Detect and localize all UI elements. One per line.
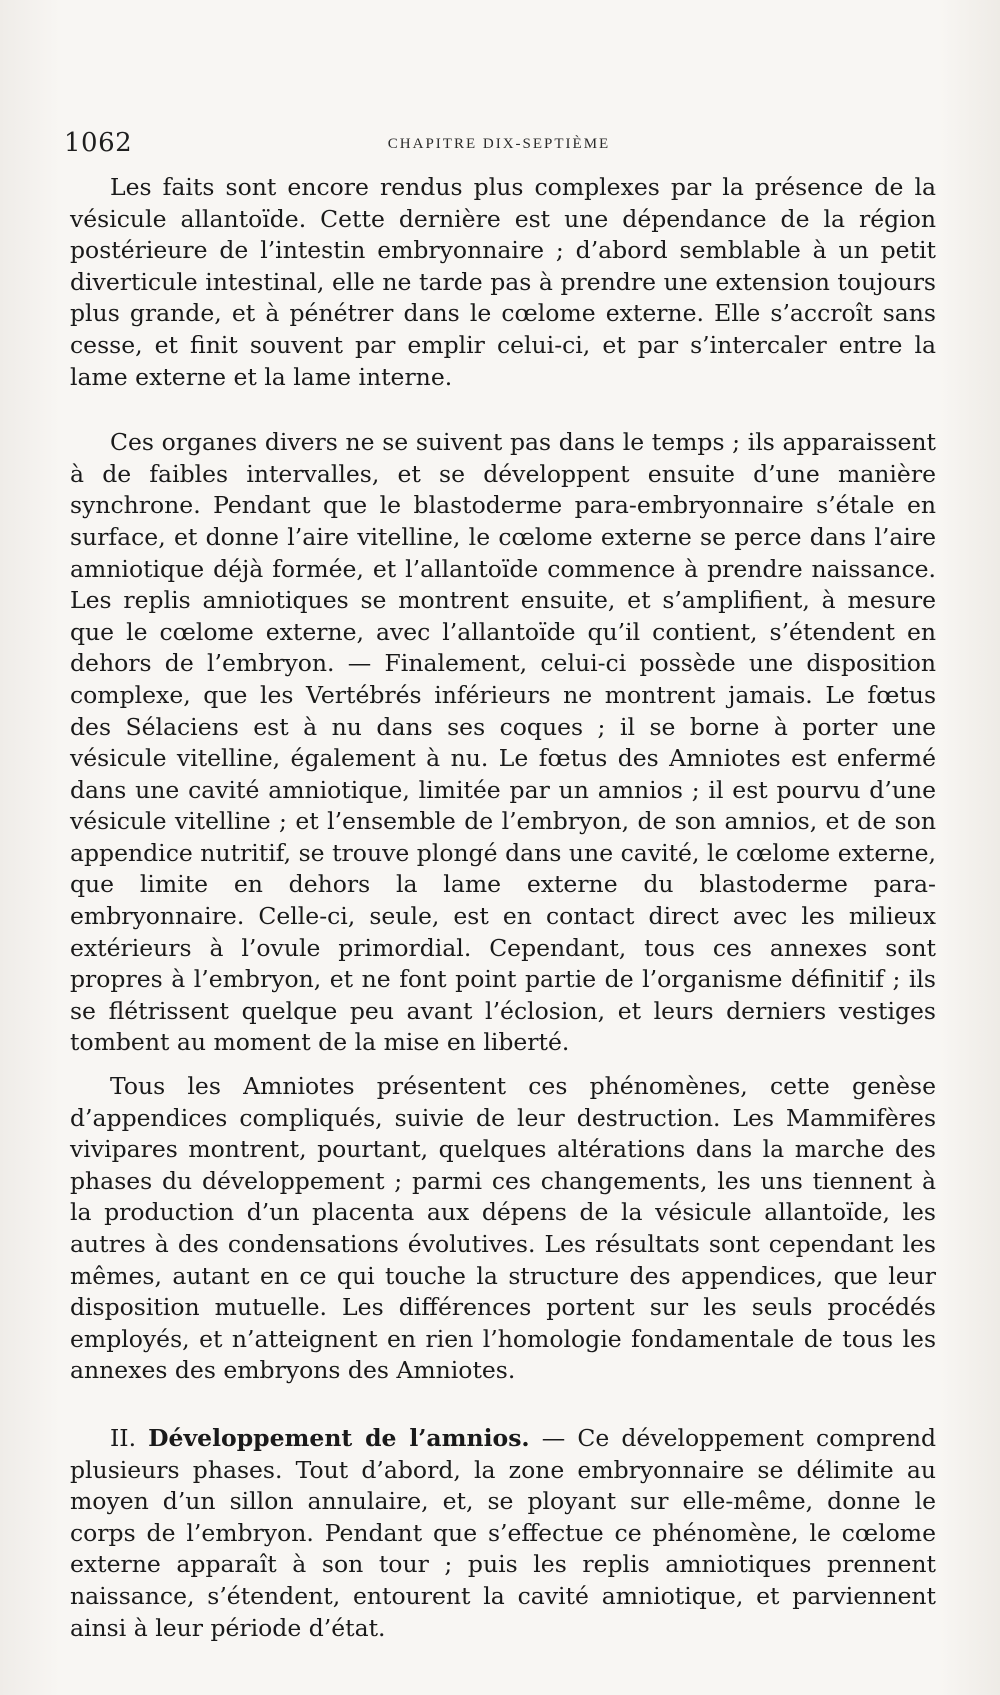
page-number: 1062: [64, 128, 133, 158]
section-text: — Ce développement comprend plusieurs phases. Tout d’abord, la zone embryonnaire se délimite au moyen d’un sillon annulaire, et, se ployant sur elle-même, donne le corps de l’embryon. Pendant que s’effectue ce phénomène, le cœlome externe apparaît à son tour ; puis les replis amniotiques prennent naissance, s’étendent, entourent la cavité amniotique, et parviennent ainsi à leur période d’état.: [70, 1423, 936, 1642]
section-amnios: [70, 1423, 936, 1644]
paragraph-organes: Ces organes divers ne se suivent pas dans le temps ; ils apparaissent à de faibles intervalles, et se développent ensuite d’une manière synchrone. Pendant que le blastoderme para-embryonnaire s’étale en surface, et donne l’aire vitelline, le cœlome externe se perce dans l’aire amniotique déjà formée, et l’allantoïde commence à prendre naissance. Les replis amniotiques se montrent ensuite, et s’amplifient, à mesure que le cœlome externe, avec l’allantoïde qu’il contient, s’étendent en dehors de l’embryon. — Finalement, celui-ci possède une disposition complexe, que les Vertébrés inférieurs ne montrent jamais. Le fœtus des Sélaciens est à nu dans ses coques ; il se borne à porter une vésicule vitelline, également à nu. Le fœtus des Amniotes est enfermé dans une cavité amniotique, limitée par un amnios ; il est pourvu d’une vésicule vitelline ; et l’ensemble de l’embryon, de son amnios, et de son appendice nutritif, se trouve plongé dans une cavité, le cœlome externe, que limite en dehors la lame externe du blastoderme para-embryonnaire. Celle-ci, seule, est en contact direct avec les milieux extérieurs à l’ovule primordial. Cependant, tous ces annexes sont propres à l’embryon, et ne font point partie de l’organisme définitif ; ils se flétrissent quelque peu avant l’éclosion, et leurs derniers vestiges tombent au moment de la mise en liberté.: [70, 428, 936, 1057]
body-text: [70, 172, 936, 1644]
paragraph-amniotes: Tous les Amniotes présentent ces phénomènes, cette genèse d’appendices compliqués, suivie de leur destruction. Les Mammifères vivipares montrent, pourtant, quelques altérations dans la marche des phases du développement ; parmi ces changements, les uns tiennent à la production d’un placenta aux dépens de la vésicule allantoïde, les autres à des condensations évolutives. Les résultats sont cependant les mêmes, autant en ce qui touche la structure des appendices, que leur disposition mutuelle. Les différences portent sur les seuls procédés employés, et n’atteignent en rien l’homologie fondamentale de tous les annexes des embryons des Amniotes.: [70, 1072, 936, 1385]
paragraph-allantoide: Les faits sont encore rendus plus complexes par la présence de la vésicule allantoïde. Cette dernière est une dépendance de la région postérieure de l’intestin embryonnaire ; d’abord semblable à un petit diverticule intestinal, elle ne tarde pas à prendre une extension toujours plus grande, et à pénétrer dans le cœlome externe. Elle s’accroît sans cesse, et finit souvent par emplir celui-ci, et par s’intercaler entre la lame externe et la lame interne.: [70, 173, 936, 391]
section-title: Développement de l’amnios.: [148, 1423, 530, 1452]
running-head: CHAPITRE DIX-SEPTIÈME: [387, 136, 611, 152]
section-number: II.: [110, 1423, 137, 1452]
page-header: [64, 128, 934, 162]
